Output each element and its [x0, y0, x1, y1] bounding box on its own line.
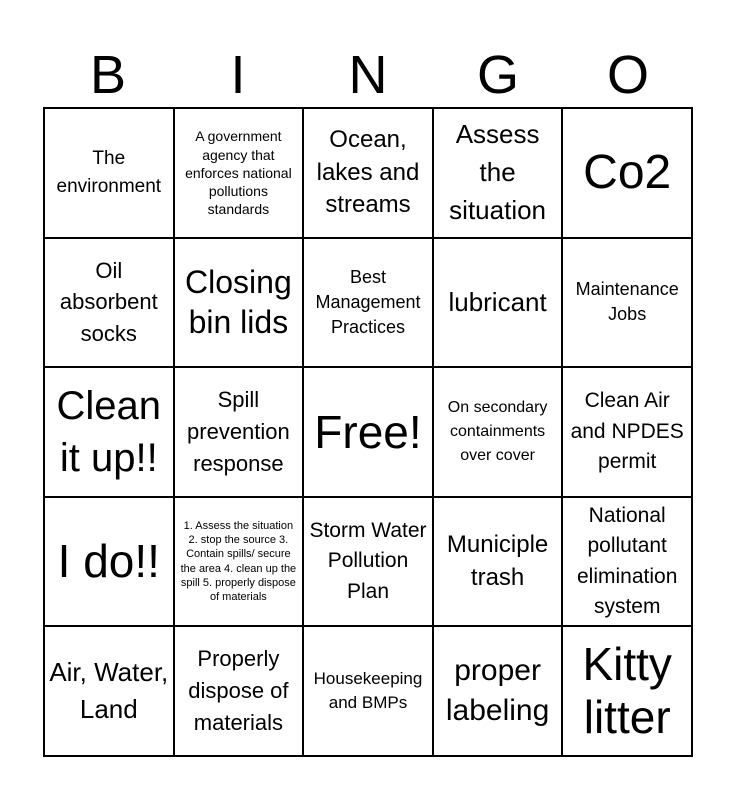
bingo-cell[interactable]: I do!!: [44, 497, 174, 627]
bingo-cell[interactable]: Clean Air and NPDES permit: [562, 367, 692, 497]
header-letter-n: N: [348, 45, 388, 105]
bingo-cell[interactable]: On secondary containments over cover: [433, 367, 563, 497]
bingo-cell[interactable]: Municiple trash: [433, 497, 563, 627]
bingo-cell[interactable]: lubricant: [433, 238, 563, 368]
header-letter-i: I: [230, 45, 246, 105]
bingo-cell[interactable]: Oil absorbent socks: [44, 238, 174, 368]
bingo-cell[interactable]: Storm Water Pollution Plan: [303, 497, 433, 627]
bingo-cell[interactable]: Co2: [562, 108, 692, 238]
bingo-cell[interactable]: 1. Assess the situation 2. stop the source 3. Contain spills/ secure the area 4. clean up the spill 5. properly dispose of materials: [174, 497, 304, 627]
bingo-cell[interactable]: proper labeling: [433, 626, 563, 756]
bingo-cell[interactable]: Closing bin lids: [174, 238, 304, 368]
bingo-cell[interactable]: Air, Water, Land: [44, 626, 174, 756]
bingo-cell[interactable]: Best Management Practices: [303, 238, 433, 368]
bingo-cell[interactable]: National pollutant elimination system: [562, 497, 692, 627]
bingo-cell[interactable]: Maintenance Jobs: [562, 238, 692, 368]
bingo-cell[interactable]: Ocean, lakes and streams: [303, 108, 433, 238]
bingo-cell[interactable]: A government agency that enforces national pollutions standards: [174, 108, 304, 238]
header-letter-g: G: [476, 45, 519, 105]
bingo-cell[interactable]: Assess the situation: [433, 108, 563, 238]
bingo-header: [43, 44, 693, 106]
bingo-cell[interactable]: Kitty litter: [562, 626, 692, 756]
bingo-cell[interactable]: Clean it up!!: [44, 367, 174, 497]
header-letter-b: B: [89, 45, 127, 105]
free-space[interactable]: Free!: [303, 367, 433, 497]
header-letter-o: O: [606, 45, 649, 105]
bingo-card: [43, 107, 693, 757]
bingo-cell[interactable]: The environment: [44, 108, 174, 238]
bingo-cell[interactable]: Properly dispose of materials: [174, 626, 304, 756]
bingo-cell[interactable]: Housekeeping and BMPs: [303, 626, 433, 756]
bingo-cell[interactable]: Spill prevention response: [174, 367, 304, 497]
